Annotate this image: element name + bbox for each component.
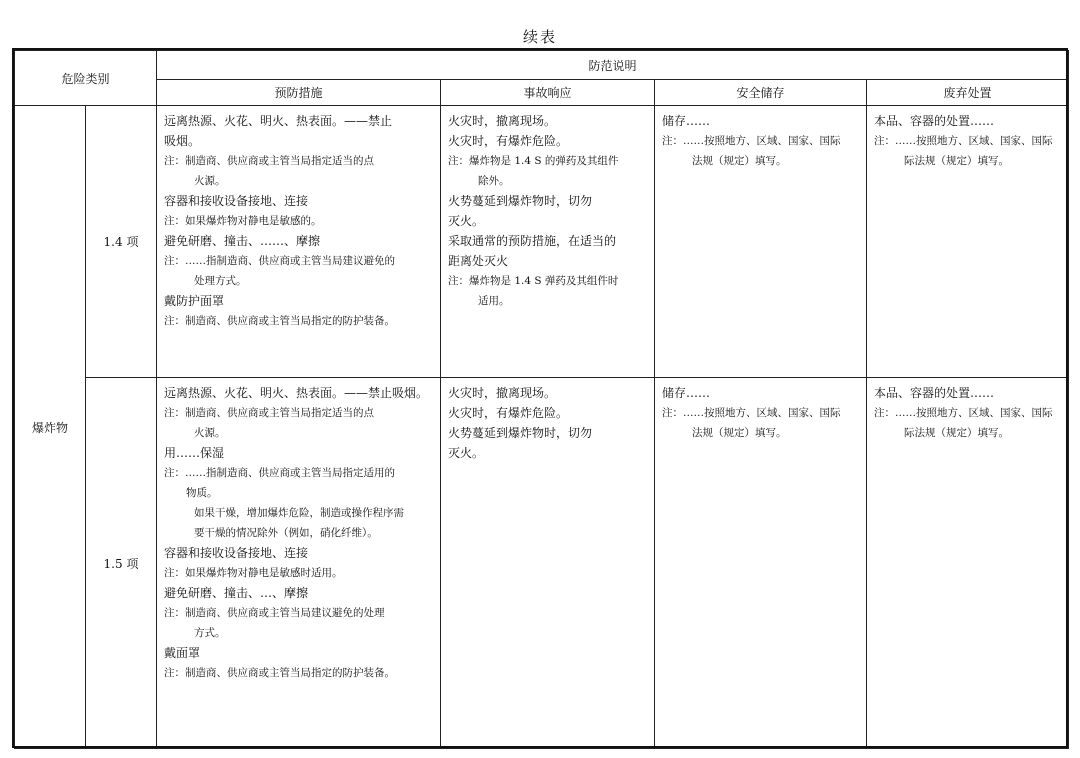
text-line: 采取通常的预防措施，在适当的 — [448, 234, 617, 248]
text-line: 避免研磨、撞击、…、摩擦 — [164, 586, 309, 600]
text-line: 储存…… — [662, 386, 711, 400]
note-line: 法规（规定）填写。 — [692, 155, 787, 167]
note-line: 注：……按照地方、区域、国家、国际 — [662, 407, 841, 419]
text-line: 远离热源、火花、明火、热表面。——禁止吸烟。 — [164, 386, 429, 400]
header-disposal: 废弃处置 — [867, 80, 1069, 106]
text-line: 火灾时，有爆炸危险。 — [448, 406, 569, 420]
text-line: 戴面罩 — [164, 646, 201, 660]
header-hazard-category: 危险类别 — [15, 51, 157, 106]
note-line: 注：制造商、供应商或主管当局建议避免的处理 — [164, 607, 385, 619]
note-line: 注：……按照地方、区域、国家、国际 — [874, 407, 1053, 419]
disposal-cell — [867, 106, 1069, 378]
note-line: 注：……指制造商、供应商或主管当局建议避免的 — [164, 255, 396, 267]
text-line: 吸烟。 — [164, 134, 201, 148]
text-line: 容器和接收设备接地、连接 — [164, 194, 309, 208]
note-line: 注：制造商、供应商或主管当局指定适当的点 — [164, 407, 375, 419]
category-explosives: 爆炸物 — [15, 106, 86, 749]
note-line: 注：制造商、供应商或主管当局指定适当的点 — [164, 155, 375, 167]
note-line: 注：……按照地方、区域、国家、国际 — [874, 135, 1053, 147]
text-line: 容器和接收设备接地、连接 — [164, 546, 309, 560]
note-line: 处理方式。 — [194, 275, 247, 287]
note-line: 注：爆炸物是 1.4 S 的弹药及其组件 — [448, 155, 619, 167]
note-line: 如果干燥，增加爆炸危险，制造或操作程序需 — [194, 507, 405, 519]
text-line: 避免研磨、撞击、……、摩擦 — [164, 234, 321, 248]
disposal-cell — [867, 378, 1069, 749]
division-1-5: 1.5 项 — [86, 378, 157, 749]
prevention-cell — [157, 106, 441, 378]
note-line: 适用。 — [478, 295, 510, 307]
page-title: 续表 — [522, 28, 557, 46]
note-line: 际法规（规定）填写。 — [904, 155, 1010, 167]
header-prevention: 预防措施 — [157, 80, 441, 106]
text-line: 火灾时，撤离现场。 — [448, 386, 557, 400]
text-line: 火灾时，有爆炸危险。 — [448, 134, 569, 148]
text-line: 储存…… — [662, 114, 711, 128]
text-line: 远离热源、火花、明火、热表面。——禁止 — [164, 114, 393, 128]
note-line: 要干燥的情况除外（例如，硝化纤维）。 — [194, 527, 378, 539]
prevention-cell — [157, 378, 441, 749]
text-line: 火势蔓延到爆炸物时，切勿 — [448, 426, 593, 440]
header-precaution-group: 防范说明 — [157, 51, 1069, 80]
response-cell — [441, 106, 655, 378]
note-line: 注：如果爆炸物对静电是敏感的。 — [164, 215, 322, 227]
response-cell — [441, 378, 655, 749]
note-line: 注：制造商、供应商或主管当局指定的防护装备。 — [164, 315, 396, 327]
note-line: 注：……指制造商、供应商或主管当局指定适用的 — [164, 467, 396, 479]
division-1-4: 1.4 项 — [86, 106, 157, 378]
header-storage: 安全储存 — [655, 80, 867, 106]
text-line: 灭火。 — [448, 446, 485, 460]
note-line: 方式。 — [194, 627, 226, 639]
text-line: 距离处灭火 — [448, 254, 509, 268]
text-line: 灭火。 — [448, 214, 485, 228]
note-line: 除外。 — [478, 175, 510, 187]
note-line: 物质。 — [186, 487, 218, 499]
precaution-table — [14, 50, 1069, 749]
text-line: 本品、容器的处置…… — [874, 114, 995, 128]
note-line: 注：……按照地方、区域、国家、国际 — [662, 135, 841, 147]
header-response: 事故响应 — [441, 80, 655, 106]
note-line: 法规（规定）填写。 — [692, 427, 787, 439]
note-line: 注：如果爆炸物对静电是敏感时适用。 — [164, 567, 343, 579]
note-line: 注：制造商、供应商或主管当局指定的防护装备。 — [164, 667, 396, 679]
text-line: 火灾时，撤离现场。 — [448, 114, 557, 128]
note-line: 火源。 — [194, 175, 226, 187]
text-line: 戴防护面罩 — [164, 294, 225, 308]
text-line: 火势蔓延到爆炸物时，切勿 — [448, 194, 593, 208]
note-line: 际法规（规定）填写。 — [904, 427, 1010, 439]
text-line: 本品、容器的处置…… — [874, 386, 995, 400]
text-line: 用……保湿 — [164, 446, 225, 460]
note-line: 注：爆炸物是 1.4 S 弹药及其组件时 — [448, 275, 619, 287]
storage-cell — [655, 378, 867, 749]
note-line: 火源。 — [194, 427, 226, 439]
storage-cell — [655, 106, 867, 378]
